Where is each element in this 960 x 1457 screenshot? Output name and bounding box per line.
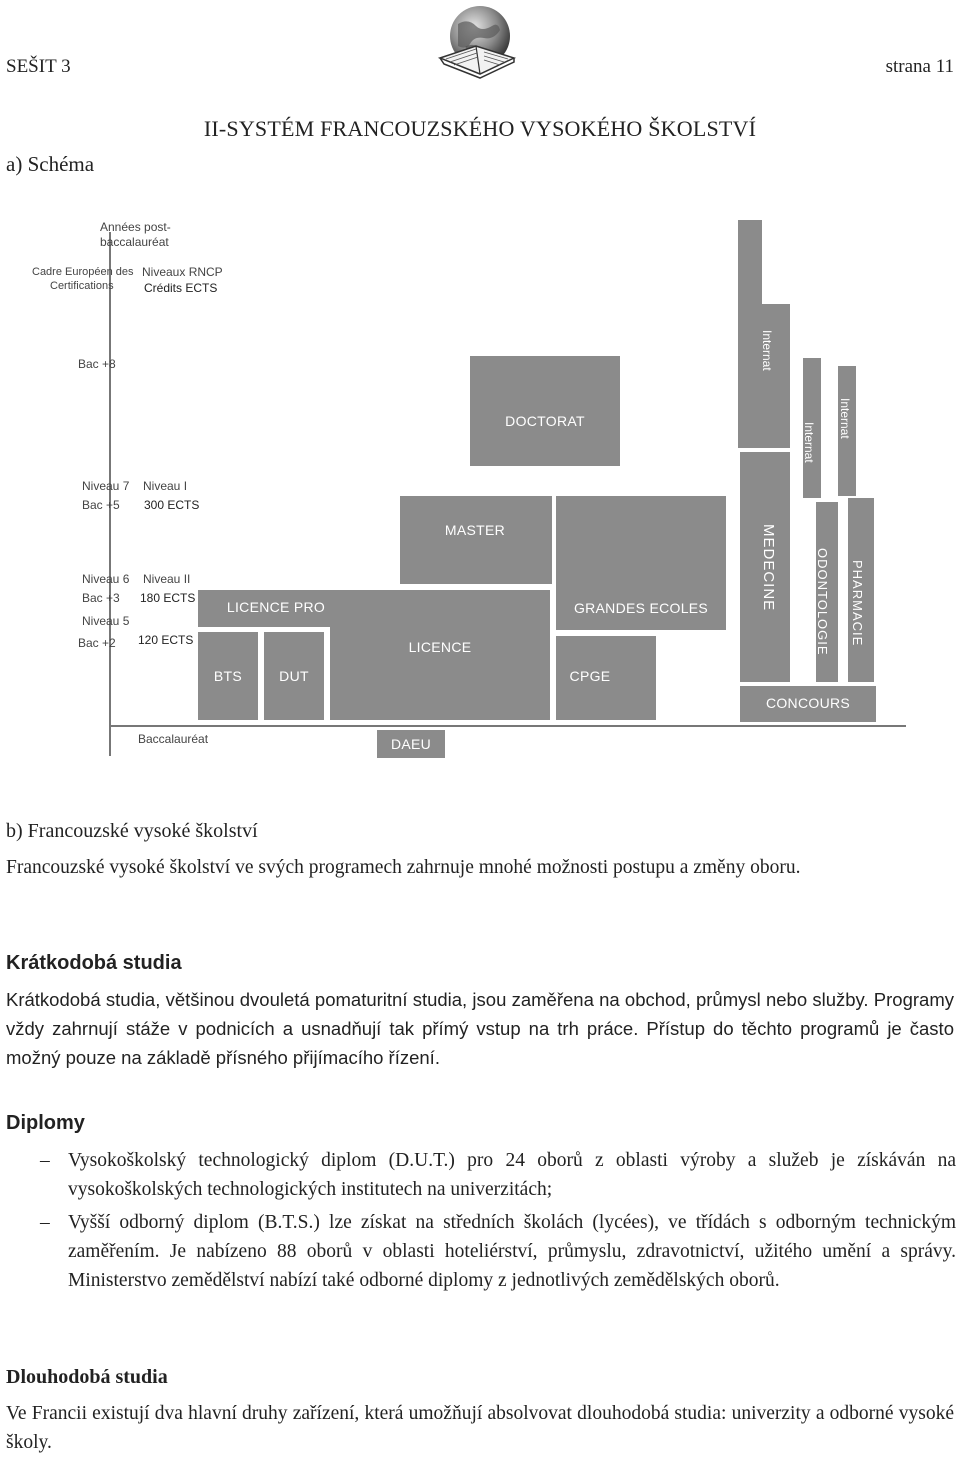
block-licence-pro-label: LICENCE PRO: [226, 599, 326, 615]
axis-label-bac8: Bac +8: [78, 357, 116, 371]
axis-label-300-ects: 300 ECTS: [144, 498, 200, 512]
diplomas-heading: Diplomy: [6, 1112, 85, 1134]
block-grandes-ecoles-label: GRANDES ECOLES: [573, 600, 709, 616]
long-studies-heading: Dlouhodobá studia: [6, 1366, 168, 1388]
internat-label-1: Internat: [760, 330, 774, 371]
diploma-item-dut: [6, 1146, 956, 1204]
axis-label-baccalaureat-post: baccalauréat: [100, 235, 169, 249]
diploma-item-text: Vysokoškolský technologický diplom (D.U.T.) pro 24 oborů z oblasti výroby a služeb je získáván na vysokoškolských technologických institutech na univerzitách;: [68, 1150, 956, 1200]
block-doctorat-label: DOCTORAT: [505, 413, 585, 429]
block-medecine-label: MEDECINE: [760, 524, 777, 612]
block-master: [400, 496, 552, 584]
short-studies-text: Krátkodobá studia, většinou dvouletá pomaturitní studia, jsou zaměřena na obchod, průmysl nebo služby. Programy vždy zahrnují stáže v podnicích a usnadňují tak přímý vstup na trh práce. Přístup do těchto programů je často možný pouze na základě přísného přijímacího řízení.: [6, 989, 954, 1068]
block-dut-label: DUT: [279, 668, 309, 684]
axis-label-niveau5: Niveau 5: [82, 614, 130, 628]
diploma-item-text: Vyšší odborný diplom (B.T.S.) lze získat na středních školách (lycées), ve třídách s odborným technickým zaměřením. Je nabízeno 88 oborů v oblasti hoteliérství, průmyslu, zdravotnictví, užitého umění a správy. Ministerstvo zemědělství nabízí také odborné diplomy z jednotlivých zemědělských oborů.: [68, 1212, 956, 1291]
page-title: II-SYSTÉM FRANCOUZSKÉHO VYSOKÉHO ŠKOLSTVÍ: [203, 116, 757, 141]
axis-label-120-ects: 120 ECTS: [138, 633, 194, 647]
globe-book-logo-icon: [436, 2, 518, 82]
axis-label-credits-ects: Crédits ECTS: [144, 281, 218, 295]
block-licence-label: LICENCE: [408, 639, 472, 655]
axis-label-niveau7: Niveau 7: [82, 479, 130, 493]
axis-label-niveau2: Niveau II: [143, 572, 191, 586]
education-system-diagram: [30, 212, 910, 772]
axis-label-bac5: Bac +5: [82, 498, 120, 512]
block-licence: [330, 590, 550, 720]
header-left: SEŠIT 3: [6, 56, 71, 77]
axis-label-baccalaureat: Baccalauréat: [138, 732, 209, 746]
block-doctorat: [470, 356, 620, 466]
block-cpge-label: CPGE: [569, 668, 611, 684]
axis-label-annees: Années post-: [100, 220, 171, 234]
block-odontologie-label: ODONTOLOGIE: [815, 548, 830, 656]
section-b-heading: b) Francouzské vysoké školství: [6, 820, 258, 842]
axis-label-cadre: Cadre Européen des: [32, 266, 134, 278]
bar-medecine-top: [738, 220, 762, 448]
axis-label-bac3: Bac +3: [82, 591, 120, 605]
dash-marker: –: [40, 1150, 50, 1171]
block-pharmacie-label: PHARMACIE: [850, 560, 865, 647]
block-master-label: MASTER: [444, 522, 506, 538]
internat-label-3: Internat: [838, 398, 852, 439]
block-daeu-label: DAEU: [390, 736, 432, 752]
axis-label-bac2: Bac +2: [78, 636, 116, 650]
section-b-text: Francouzské vysoké školství ve svých programech zahrnuje mnohé možnosti postupu a změny oboru.: [6, 857, 801, 878]
block-concours-label: CONCOURS: [765, 695, 851, 711]
axis-label-niveau6: Niveau 6: [82, 572, 130, 586]
schema-label: a) Schéma: [6, 152, 95, 176]
bar-medecine-internat: [762, 304, 790, 448]
axis-label-niveau1: Niveau I: [143, 479, 188, 493]
diploma-item-bts: [6, 1208, 956, 1295]
block-bts-label: BTS: [213, 668, 243, 684]
axis-label-certifications: Certifications: [50, 280, 114, 292]
dash-marker: –: [40, 1212, 50, 1233]
axis-label-180-ects: 180 ECTS: [140, 591, 196, 605]
axis-label-niveaux-rncp: Niveaux RNCP: [142, 265, 223, 279]
long-studies-text: Ve Francii existují dva hlavní druhy zařízení, která umožňují absolvovat dlouhodobá studia: univerzity a odborné vysoké školy.: [6, 1403, 954, 1453]
header-right-page-number: strana 11: [885, 56, 954, 77]
short-studies-heading: Krátkodobá studia: [6, 952, 182, 974]
internat-label-2: Internat: [802, 422, 816, 463]
